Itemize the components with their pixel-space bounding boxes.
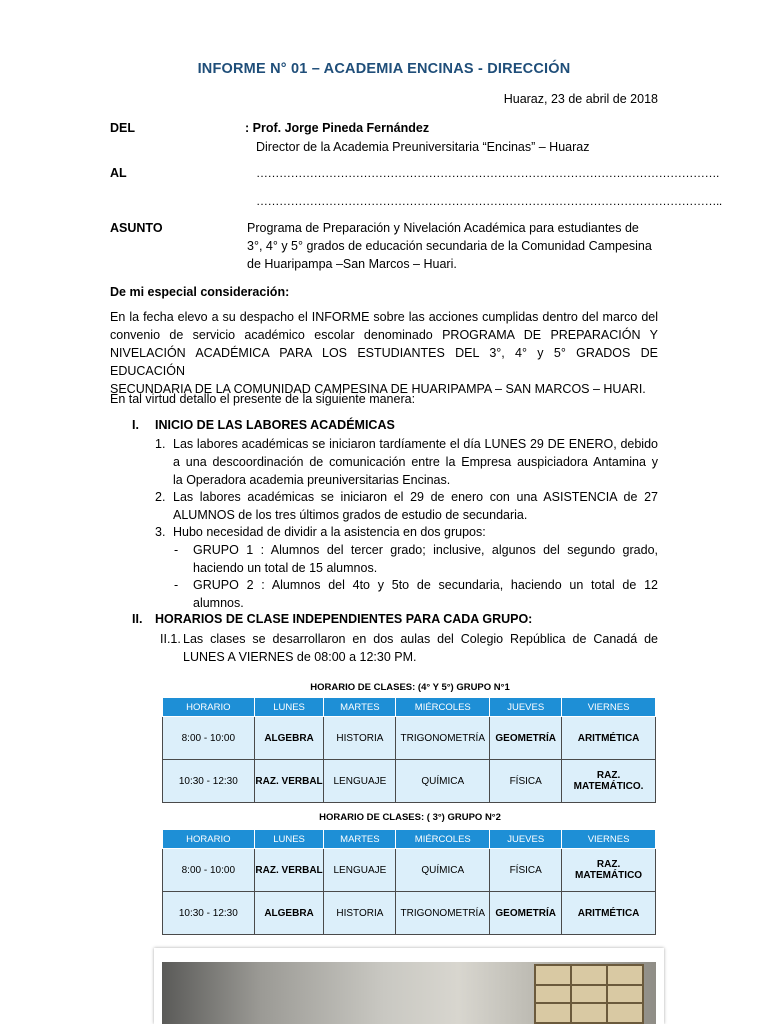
item-1-line-1: Las labores académicas se iniciaron tardíamente el día LUNES 29 DE ENERO, debido [173, 437, 658, 451]
al-label: AL [110, 166, 127, 180]
group-1-dash: - [174, 543, 179, 557]
group-2-line-2: alumnos. [193, 596, 244, 610]
course-cell: LENGUAJE [324, 760, 396, 803]
item-ii1-number: II.1. [160, 632, 181, 646]
group-2 [193, 576, 658, 612]
table-row [163, 760, 656, 803]
item-1 [173, 435, 658, 489]
intro-line-4: SECUNDARIA DE LA COMUNIDAD CAMPESINA DE HUARIPAMPA – SAN MARCOS – HUARI. [110, 382, 646, 396]
course-cell: TRIGONOMETRÍA [396, 892, 490, 935]
course-cell: RAZ. MATEMÁTICO. [562, 760, 656, 803]
table-row [163, 892, 656, 935]
intro-line-3: NIVELACIÓN ACADÉMICA PARA LOS ESTUDIANTES DEL 3°, 4° y 5° GRADOS DE EDUCACIÓN [110, 346, 658, 378]
course-cell: ALGEBRA [254, 717, 324, 760]
item-3-text: Hubo necesidad de dividir a la asistencia en dos grupos: [173, 525, 486, 539]
time-cell: 8:00 - 10:00 [163, 717, 255, 760]
table-2-caption: HORARIO DE CLASES: ( 3°) GRUPO N°2 [319, 812, 501, 823]
al-line-1: …………………………………………………………………………………………………………. [256, 166, 719, 180]
asunto-line-2: 3°, 4° y 5° grados de educación secundaria de la Comunidad Campesina [247, 239, 652, 253]
course-cell: FÍSICA [490, 849, 562, 892]
asunto-label: ASUNTO [110, 221, 163, 235]
group-2-line-1: GRUPO 2 : Alumnos del 4to y 5to de secundaria, haciendo un total de 12 [193, 578, 658, 592]
del-name: : Prof. Jorge Pineda Fernández [245, 121, 430, 135]
report-date: Huaraz, 23 de abril de 2018 [503, 92, 658, 106]
schedule-table-group-2 [162, 829, 656, 935]
intro-paragraph [110, 308, 658, 398]
course-cell: RAZ. MATEMÁTICO [562, 849, 656, 892]
header-lunes: LUNES [254, 830, 324, 849]
table-row [163, 717, 656, 760]
header-martes: MARTES [324, 830, 396, 849]
header-lunes: LUNES [254, 698, 324, 717]
item-1-number: 1. [155, 437, 166, 451]
group-2-dash: - [174, 578, 179, 592]
table-header-row [163, 698, 656, 717]
classroom-photo-image [162, 962, 656, 1024]
group-1 [193, 541, 658, 577]
window-shape [534, 964, 644, 1024]
header-martes: MARTES [324, 698, 396, 717]
asunto-line-3: de Huaripampa –San Marcos – Huari. [247, 257, 457, 271]
item-2 [173, 488, 658, 524]
group-1-line-2: haciendo un total de 15 alumnos. [193, 561, 378, 575]
item-3-number: 3. [155, 525, 166, 539]
header-jueves: JUEVES [490, 698, 562, 717]
header-viernes: VIERNES [562, 830, 656, 849]
course-cell: QUÍMICA [396, 849, 490, 892]
del-position: Director de la Academia Preuniversitaria “Encinas” – Huaraz [256, 140, 590, 154]
item-2-number: 2. [155, 490, 166, 504]
del-label: DEL [110, 121, 135, 135]
greeting: De mi especial consideración: [110, 285, 290, 299]
course-cell: RAZ. VERBAL [254, 849, 324, 892]
course-cell: HISTORIA [324, 892, 396, 935]
course-cell: LENGUAJE [324, 849, 396, 892]
item-1-line-3: la Operadora academia preuniversitarias Encinas. [173, 473, 451, 487]
course-cell: ALGEBRA [254, 892, 324, 935]
course-cell: HISTORIA [324, 717, 396, 760]
table-row [163, 849, 656, 892]
intro-line-1: En la fecha elevo a su despacho el INFORME sobre las acciones cumplidas dentro del marco del [110, 310, 658, 324]
table-header-row [163, 830, 656, 849]
classroom-photo [154, 948, 664, 1024]
section-1-title: INICIO DE LAS LABORES ACADÉMICAS [155, 418, 395, 432]
time-cell: 10:30 - 12:30 [163, 760, 255, 803]
header-viernes: VIERNES [562, 698, 656, 717]
group-1-line-1: GRUPO 1 : Alumnos del tercer grado; inclusive, algunos del segundo grado, [193, 543, 658, 557]
course-cell: GEOMETRÍA [490, 717, 562, 760]
schedule-table-group-1 [162, 697, 656, 803]
asunto-line-1: Programa de Preparación y Nivelación Académica para estudiantes de [247, 221, 639, 235]
report-title: INFORME N° 01 – ACADEMIA ENCINAS - DIRECCIÓN [197, 61, 571, 77]
time-cell: 10:30 - 12:30 [163, 892, 255, 935]
item-2-line-1: Las labores académicas se iniciaron el 29 de enero con una ASISTENCIA de 27 [173, 490, 658, 504]
course-cell: ARITMÉTICA [562, 717, 656, 760]
item-ii1-line-1: Las clases se desarrollaron en dos aulas del Colegio República de Canadá de [183, 632, 658, 646]
course-cell: ARITMÉTICA [562, 892, 656, 935]
section-2-title: HORARIOS DE CLASE INDEPENDIENTES PARA CADA GRUPO: [155, 612, 533, 626]
course-cell: RAZ. VERBAL [254, 760, 324, 803]
header-horario: HORARIO [163, 698, 255, 717]
header-miercoles: MIÉRCOLES [396, 830, 490, 849]
item-1-line-2: a una descoordinación de comunicación entre la Empresa auspiciadora Antamina y [173, 455, 658, 469]
course-cell: FÍSICA [490, 760, 562, 803]
header-miercoles: MIÉRCOLES [396, 698, 490, 717]
table-1-caption: HORARIO DE CLASES: (4° Y 5°) GRUPO N°1 [310, 682, 510, 693]
course-cell: TRIGONOMETRÍA [396, 717, 490, 760]
header-horario: HORARIO [163, 830, 255, 849]
course-cell: GEOMETRÍA [490, 892, 562, 935]
intro-line-2: convenio de servicio académico escolar denominado PROGRAMA DE PREPARACIÓN Y [110, 328, 658, 342]
time-cell: 8:00 - 10:00 [163, 849, 255, 892]
item-ii1 [183, 630, 658, 666]
item-ii1-line-2: LUNES A VIERNES de 08:00 a 12:30 PM. [183, 650, 417, 664]
header-jueves: JUEVES [490, 830, 562, 849]
section-2-number: II. [132, 612, 143, 626]
course-cell: QUÍMICA [396, 760, 490, 803]
section-1-number: I. [132, 418, 139, 432]
al-line-2: ………………………………………………………………………………………………………….. [256, 194, 722, 208]
detail-text: En tal virtud detallo el presente de la siguiente manera: [110, 392, 416, 406]
item-2-line-2: ALUMNOS de los tres últimos grados de estudio de secundaria. [173, 508, 528, 522]
